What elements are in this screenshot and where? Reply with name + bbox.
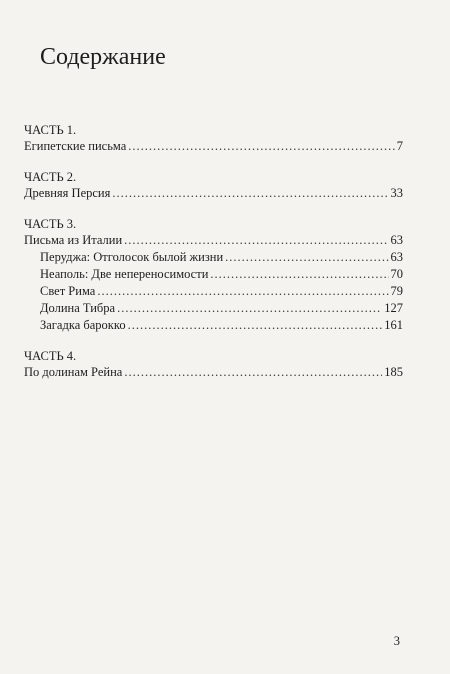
toc-entry-page: 63: [390, 233, 403, 247]
toc-entry: [24, 185, 403, 202]
toc-entry-label: Письма из Италии: [24, 233, 123, 247]
toc-part-2: [24, 169, 403, 202]
toc-entry-label: По долинам Рейна: [24, 365, 123, 379]
toc-part-4: [24, 348, 403, 381]
dot-leader: [128, 138, 394, 155]
toc-entry-label: Свет Рима: [40, 284, 96, 298]
part-heading: ЧАСТЬ 1.: [24, 123, 77, 137]
toc-entry: [24, 138, 403, 155]
page-number: 3: [393, 634, 400, 648]
toc-entry-page: 79: [390, 284, 403, 298]
dot-leader: [117, 300, 382, 317]
toc-entry-label: Древняя Персия: [24, 186, 111, 200]
part-heading: ЧАСТЬ 4.: [24, 349, 77, 363]
toc-entry-page: 70: [390, 267, 403, 281]
page-title: Содержание: [40, 44, 166, 70]
toc-subentry: [24, 317, 403, 334]
toc-entry-label: Перуджа: Отголосок былой жизни: [40, 250, 224, 264]
dot-leader: [124, 364, 382, 381]
toc-part-3: [24, 216, 403, 334]
toc-subentry: [24, 266, 403, 283]
table-of-contents: [24, 122, 403, 395]
dot-leader: [124, 232, 388, 249]
toc-part-1: [24, 122, 403, 155]
toc-entry-label: Загадка барокко: [40, 318, 126, 332]
toc-entry-page: 185: [384, 365, 403, 379]
toc-entry-label: Египетские письма: [24, 139, 127, 153]
toc-entry: [24, 364, 403, 381]
toc-subentry: [24, 283, 403, 300]
part-heading: ЧАСТЬ 3.: [24, 217, 77, 231]
toc-entry-page: 127: [384, 301, 403, 315]
toc-entry-label: Неаполь: Две непереносимости: [40, 267, 209, 281]
dot-leader: [210, 266, 388, 283]
dot-leader: [112, 185, 388, 202]
part-heading: ЧАСТЬ 2.: [24, 170, 77, 184]
toc-subentry: [24, 249, 403, 266]
dot-leader: [97, 283, 388, 300]
toc-entry-page: 7: [396, 139, 403, 153]
toc-entry-page: 161: [384, 318, 403, 332]
dot-leader: [225, 249, 388, 266]
toc-subentry: [24, 300, 403, 317]
dot-leader: [128, 317, 383, 334]
toc-entry-label: Долина Тибра: [40, 301, 116, 315]
toc-entry: [24, 232, 403, 249]
toc-entry-page: 33: [390, 186, 403, 200]
toc-entry-page: 63: [390, 250, 403, 264]
